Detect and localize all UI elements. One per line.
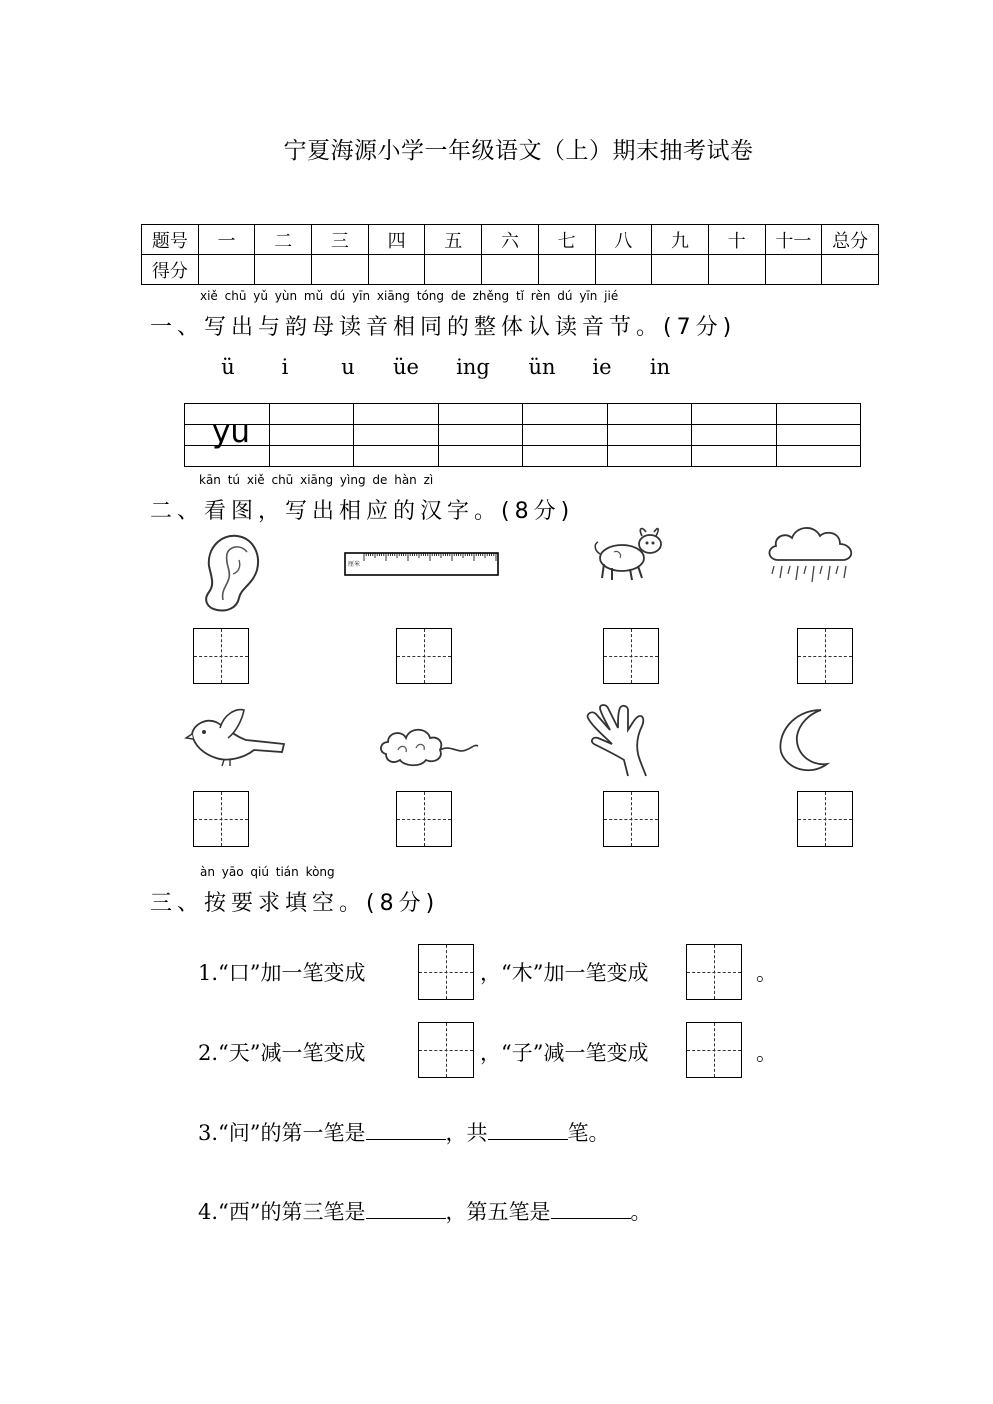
question-2-part-b: ，“子”减一笔变成 — [480, 1041, 649, 1065]
answer-cell[interactable] — [270, 404, 354, 425]
score-value-row — [142, 255, 879, 285]
example-answer: yu — [212, 414, 250, 450]
question-2-part-c: 。 — [756, 1041, 777, 1065]
answer-grid[interactable] — [418, 944, 474, 1000]
score-header-cell: 总分 — [822, 225, 879, 255]
score-header-cell: 五 — [425, 225, 482, 255]
answer-blank[interactable] — [366, 1200, 446, 1219]
question-1-part-a: 1.“口”加一笔变成 — [198, 961, 366, 985]
answer-cell[interactable] — [607, 446, 691, 467]
answer-blank[interactable] — [551, 1200, 631, 1219]
score-cell[interactable] — [538, 255, 595, 285]
rain-cloud-icon — [764, 522, 858, 592]
score-cell[interactable] — [595, 255, 652, 285]
vowel: ing — [456, 355, 490, 379]
question-1-part-c: 。 — [756, 961, 777, 985]
ruler-label: 厘米 — [348, 561, 361, 568]
tianzi-grid[interactable] — [193, 791, 249, 847]
question-3-part-c: 笔。 — [567, 1121, 610, 1145]
question-3-part-b: ，共 — [445, 1121, 488, 1145]
answer-cell[interactable] — [692, 446, 776, 467]
answer-cell[interactable] — [438, 425, 522, 446]
score-header-row — [142, 225, 879, 255]
vowel: üe — [393, 355, 419, 379]
score-cell[interactable] — [822, 255, 879, 285]
tianzi-grid[interactable] — [603, 791, 659, 847]
vowel: in — [649, 355, 671, 379]
score-header-cell: 题号 — [142, 225, 199, 255]
answer-cell[interactable] — [776, 425, 860, 446]
score-header-cell: 四 — [368, 225, 425, 255]
tianzi-grid[interactable] — [396, 791, 452, 847]
question-3-part-a: 3.“问”的第一笔是 — [198, 1121, 366, 1145]
score-header-cell: 十一 — [765, 225, 822, 255]
score-cell[interactable] — [708, 255, 765, 285]
answer-cell[interactable] — [354, 404, 438, 425]
score-cell[interactable] — [482, 255, 539, 285]
tianzi-grid[interactable] — [396, 628, 452, 684]
score-cell[interactable] — [198, 255, 255, 285]
question-3 — [198, 1117, 610, 1147]
vowel: ün — [528, 355, 556, 379]
answer-cell[interactable] — [270, 446, 354, 467]
answer-cell[interactable] — [776, 404, 860, 425]
question-4-part-c: 。 — [630, 1200, 652, 1224]
tianzi-grid[interactable] — [603, 628, 659, 684]
score-cell[interactable] — [425, 255, 482, 285]
score-header-cell: 七 — [538, 225, 595, 255]
answer-blank[interactable] — [488, 1121, 568, 1140]
answer-cell[interactable] — [523, 425, 607, 446]
section1-heading: 一、写出与韵母读音相同的整体认读音节。(7分) — [150, 315, 737, 340]
vowel: ü — [221, 355, 235, 379]
answer-cell[interactable] — [607, 404, 691, 425]
answer-grid[interactable] — [686, 944, 742, 1000]
tianzi-grid[interactable] — [797, 628, 853, 684]
question-4-part-a: 4.“西”的第三笔是 — [198, 1200, 366, 1224]
score-cell[interactable] — [368, 255, 425, 285]
answer-cell[interactable] — [692, 404, 776, 425]
ruler-icon — [344, 550, 500, 578]
score-header-cell: 六 — [482, 225, 539, 255]
answer-cell[interactable] — [270, 425, 354, 446]
cow-icon — [592, 524, 666, 584]
section3-heading: 三、按要求填空。(8分) — [150, 891, 440, 916]
bird-icon — [184, 706, 292, 768]
cloud-icon — [378, 724, 480, 772]
answer-cell[interactable] — [523, 404, 607, 425]
vowel: u — [341, 355, 355, 379]
score-table — [141, 224, 879, 285]
section3-pinyin: àn yāo qiú tián kòng — [200, 865, 335, 879]
moon-icon — [771, 706, 837, 774]
score-header-cell: 三 — [312, 225, 369, 255]
section1-pinyin: xiě chū yǔ yùn mǔ dú yīn xiāng tóng de zhěng tǐ rèn dú yīn jié — [200, 289, 619, 303]
answer-cell[interactable] — [607, 425, 691, 446]
tianzi-grid[interactable] — [797, 791, 853, 847]
score-row-label: 得分 — [142, 255, 199, 285]
score-cell[interactable] — [255, 255, 312, 285]
pinyin-answer-grid — [184, 403, 861, 467]
answer-cell[interactable] — [354, 446, 438, 467]
score-cell[interactable] — [312, 255, 369, 285]
score-header-cell: 十 — [708, 225, 765, 255]
score-header-cell: 八 — [595, 225, 652, 255]
vowel: i — [281, 355, 289, 379]
question-1-part-b: ，“木”加一笔变成 — [480, 961, 649, 985]
question-4 — [198, 1196, 652, 1226]
section2-pinyin: kān tú xiě chū xiāng yìng de hàn zì — [199, 473, 434, 487]
section2-heading: 二、看图，写出相应的汉字。(8分) — [150, 499, 575, 524]
vowel: ie — [592, 355, 612, 379]
score-cell[interactable] — [652, 255, 709, 285]
answer-cell[interactable] — [776, 446, 860, 467]
score-header-cell: 二 — [255, 225, 312, 255]
answer-cell[interactable] — [523, 446, 607, 467]
question-4-part-b: ，第五笔是 — [445, 1200, 551, 1224]
answer-cell[interactable] — [692, 425, 776, 446]
score-cell[interactable] — [765, 255, 822, 285]
answer-cell[interactable] — [438, 446, 522, 467]
question-2-part-a: 2.“天”减一笔变成 — [198, 1041, 366, 1065]
tianzi-grid[interactable] — [193, 628, 249, 684]
score-header-cell: 九 — [652, 225, 709, 255]
answer-blank[interactable] — [366, 1121, 446, 1140]
ear-icon — [195, 530, 265, 614]
hand-icon — [584, 704, 656, 778]
answer-cell[interactable] — [354, 425, 438, 446]
answer-cell[interactable] — [438, 404, 522, 425]
answer-grid[interactable] — [686, 1022, 742, 1078]
score-header-cell: 一 — [198, 225, 255, 255]
page-title: 宁夏海源小学一年级语文（上）期末抽考试卷 — [283, 138, 754, 164]
answer-grid[interactable] — [418, 1022, 474, 1078]
